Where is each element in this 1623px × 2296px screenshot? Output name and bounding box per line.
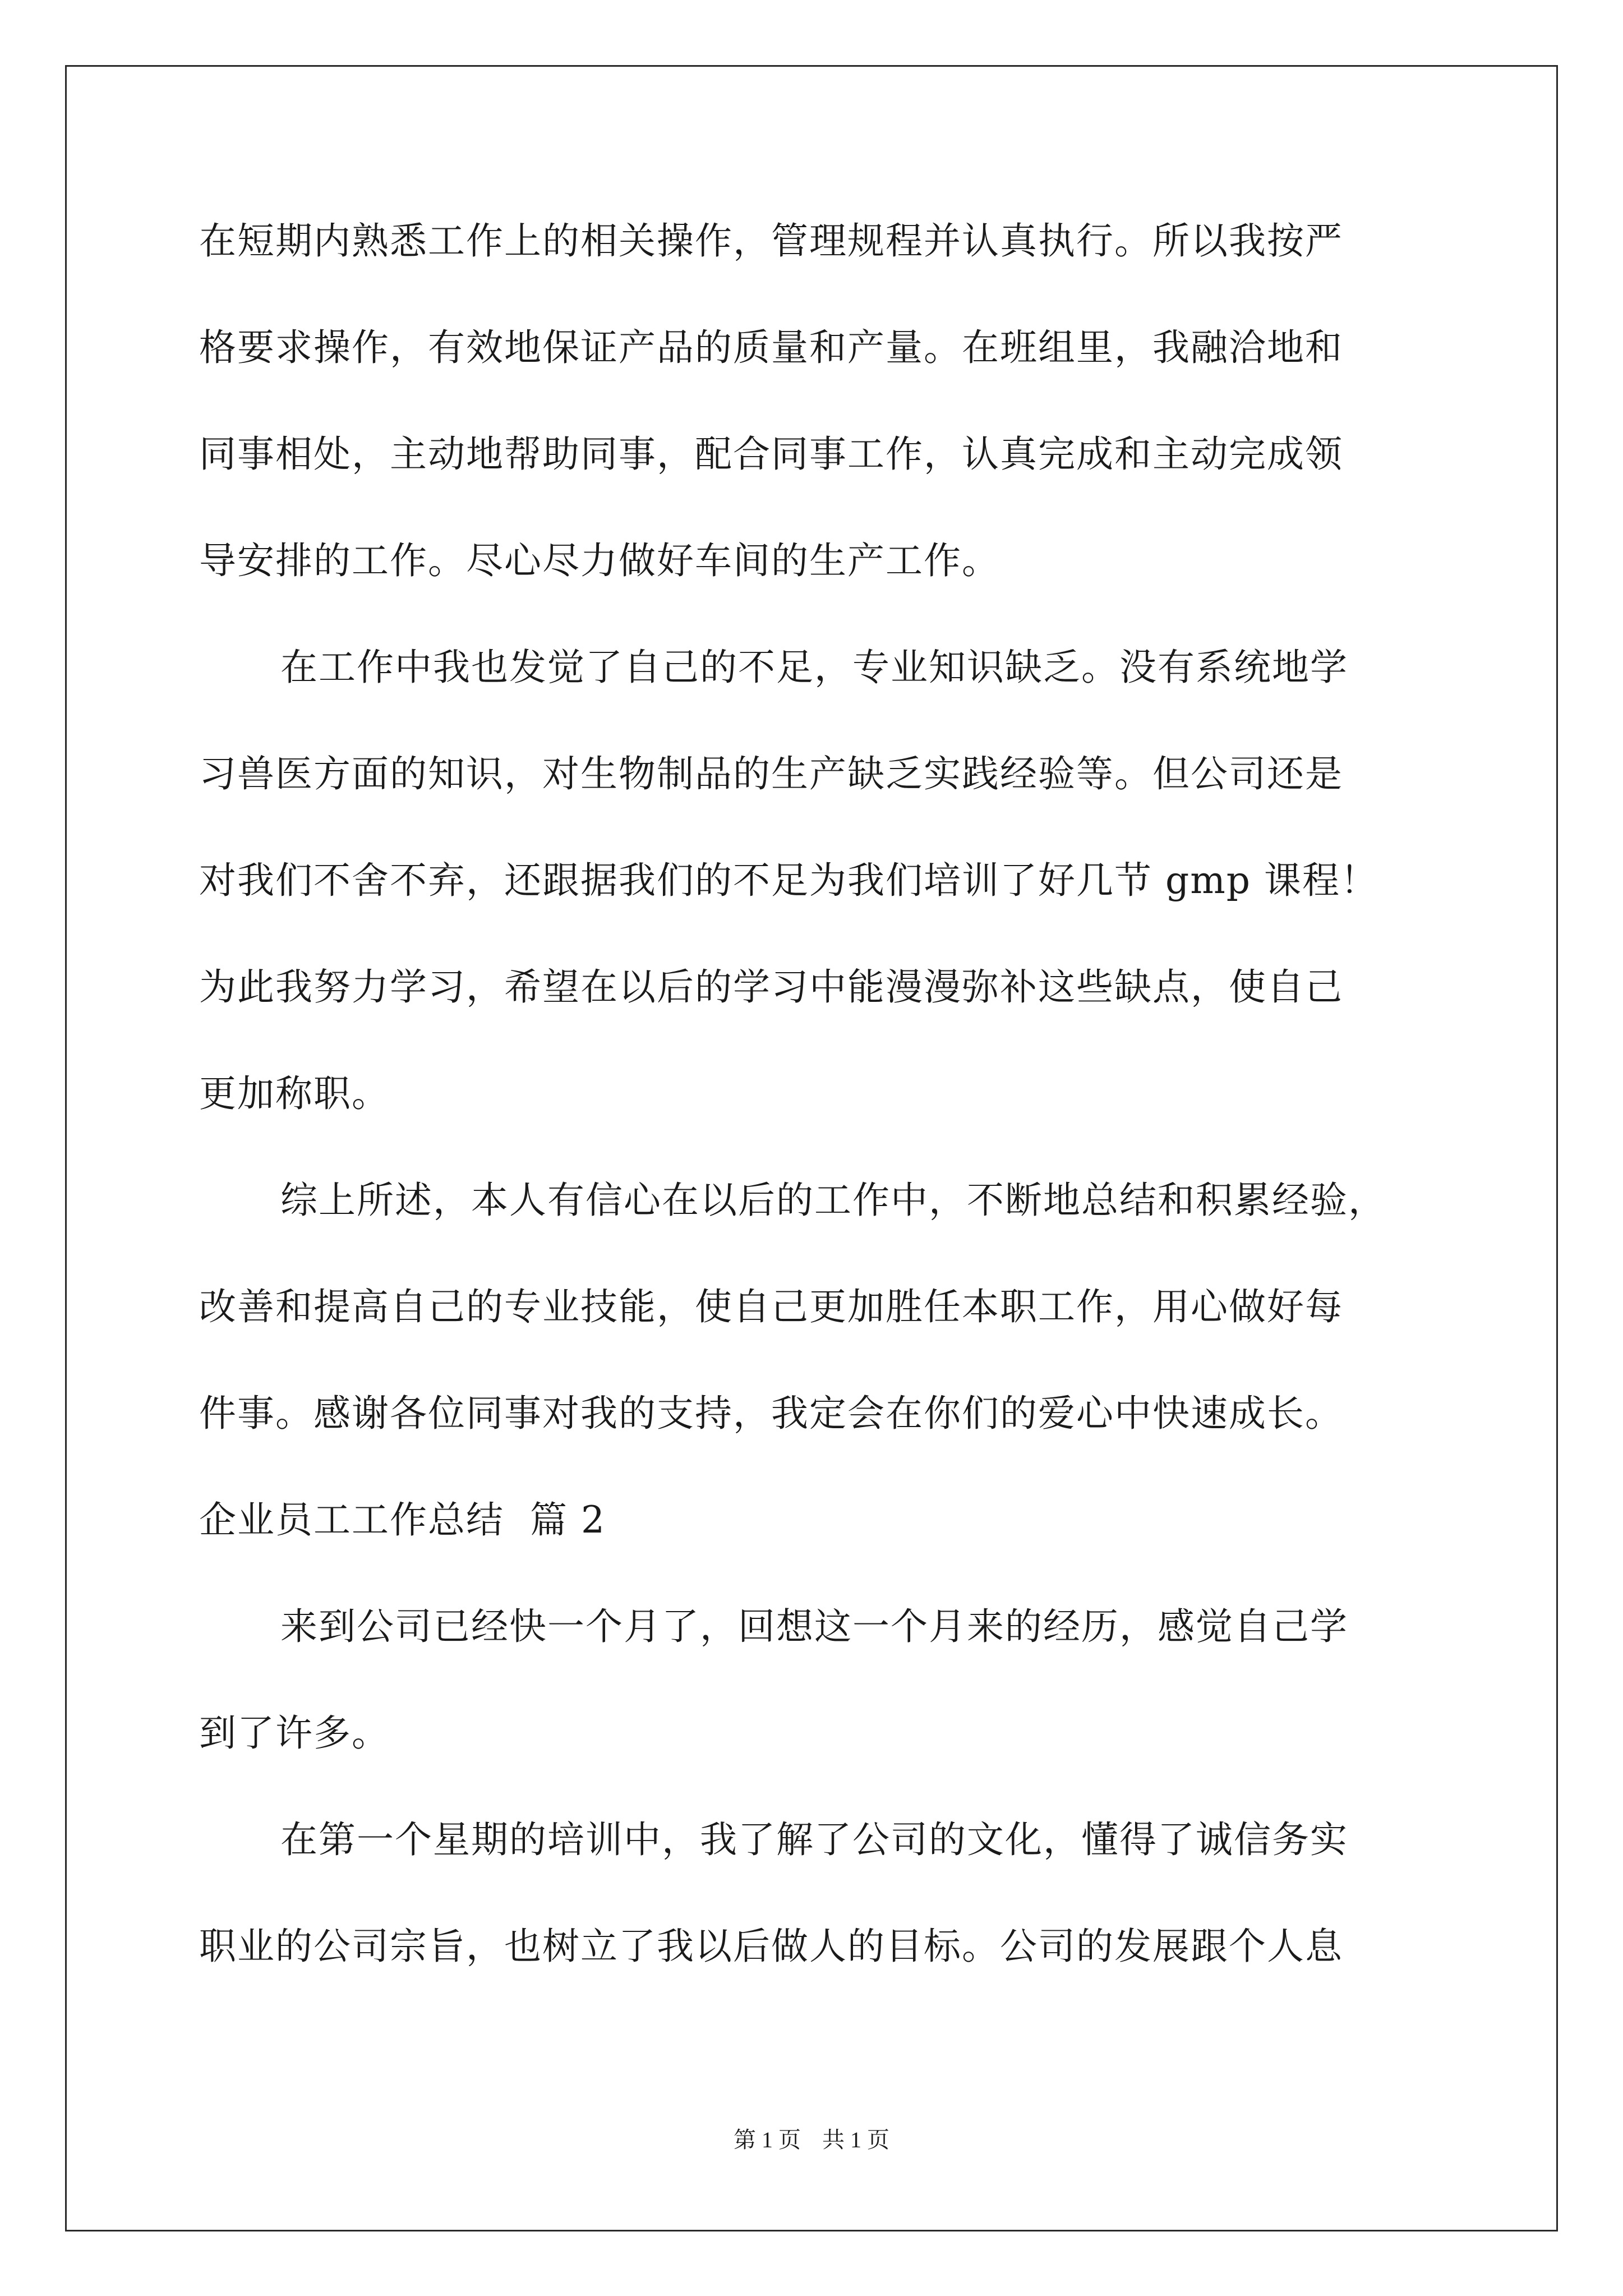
paragraph-start-line: 在第一个星期的培训中，我了解了公司的文化，懂得了诚信务实	[280, 1818, 1348, 1861]
paragraph-start-line: 来到公司已经快一个月了，回想这一个月来的经历，感觉自己学	[280, 1605, 1348, 1648]
paragraph-start-line: 在工作中我也发觉了自己的不足，专业知识缺乏。没有系统地学	[280, 646, 1348, 689]
page-number: 第 1 页	[734, 2127, 801, 2152]
text-line: 对我们不舍不弃，还跟据我们的不足为我们培训了好几节 gmp 课程！	[199, 859, 1379, 902]
text-line: 件事。感谢各位同事对我的支持，我定会在你们的爱心中快速成长。	[199, 1392, 1343, 1435]
paragraph-start-line: 综上所述，本人有信心在以后的工作中，不断地总结和积累经验，	[280, 1179, 1386, 1222]
text-line: 同事相处，主动地帮助同事，配合同事工作，认真完成和主动完成领	[199, 432, 1343, 476]
text-line: 格要求操作，有效地保证产品的质量和产量。在班组里，我融洽地和	[199, 326, 1343, 369]
section-heading: 企业员工工作总结 篇 2	[199, 1498, 606, 1542]
text-line: 在短期内熟悉工作上的相关操作，管理规程并认真执行。所以我按严	[199, 219, 1343, 263]
page-count: 共 1 页	[822, 2127, 889, 2152]
text-line: 职业的公司宗旨，也树立了我以后做人的目标。公司的发展跟个人息	[199, 1925, 1343, 1968]
page-footer	[0, 2123, 1623, 2157]
text-line: 为此我努力学习，希望在以后的学习中能漫漫弥补这些缺点，使自己	[199, 965, 1343, 1009]
text-line: 习兽医方面的知识，对生物制品的生产缺乏实践经验等。但公司还是	[199, 752, 1343, 795]
text-line: 导安排的工作。尽心尽力做好车间的生产工作。	[199, 539, 1000, 582]
text-line: 到了许多。	[199, 1711, 390, 1755]
document-body	[199, 213, 1433, 2025]
text-line: 更加称职。	[199, 1072, 390, 1115]
text-line: 改善和提高自己的专业技能，使自己更加胜任本职工作，用心做好每	[199, 1285, 1343, 1328]
